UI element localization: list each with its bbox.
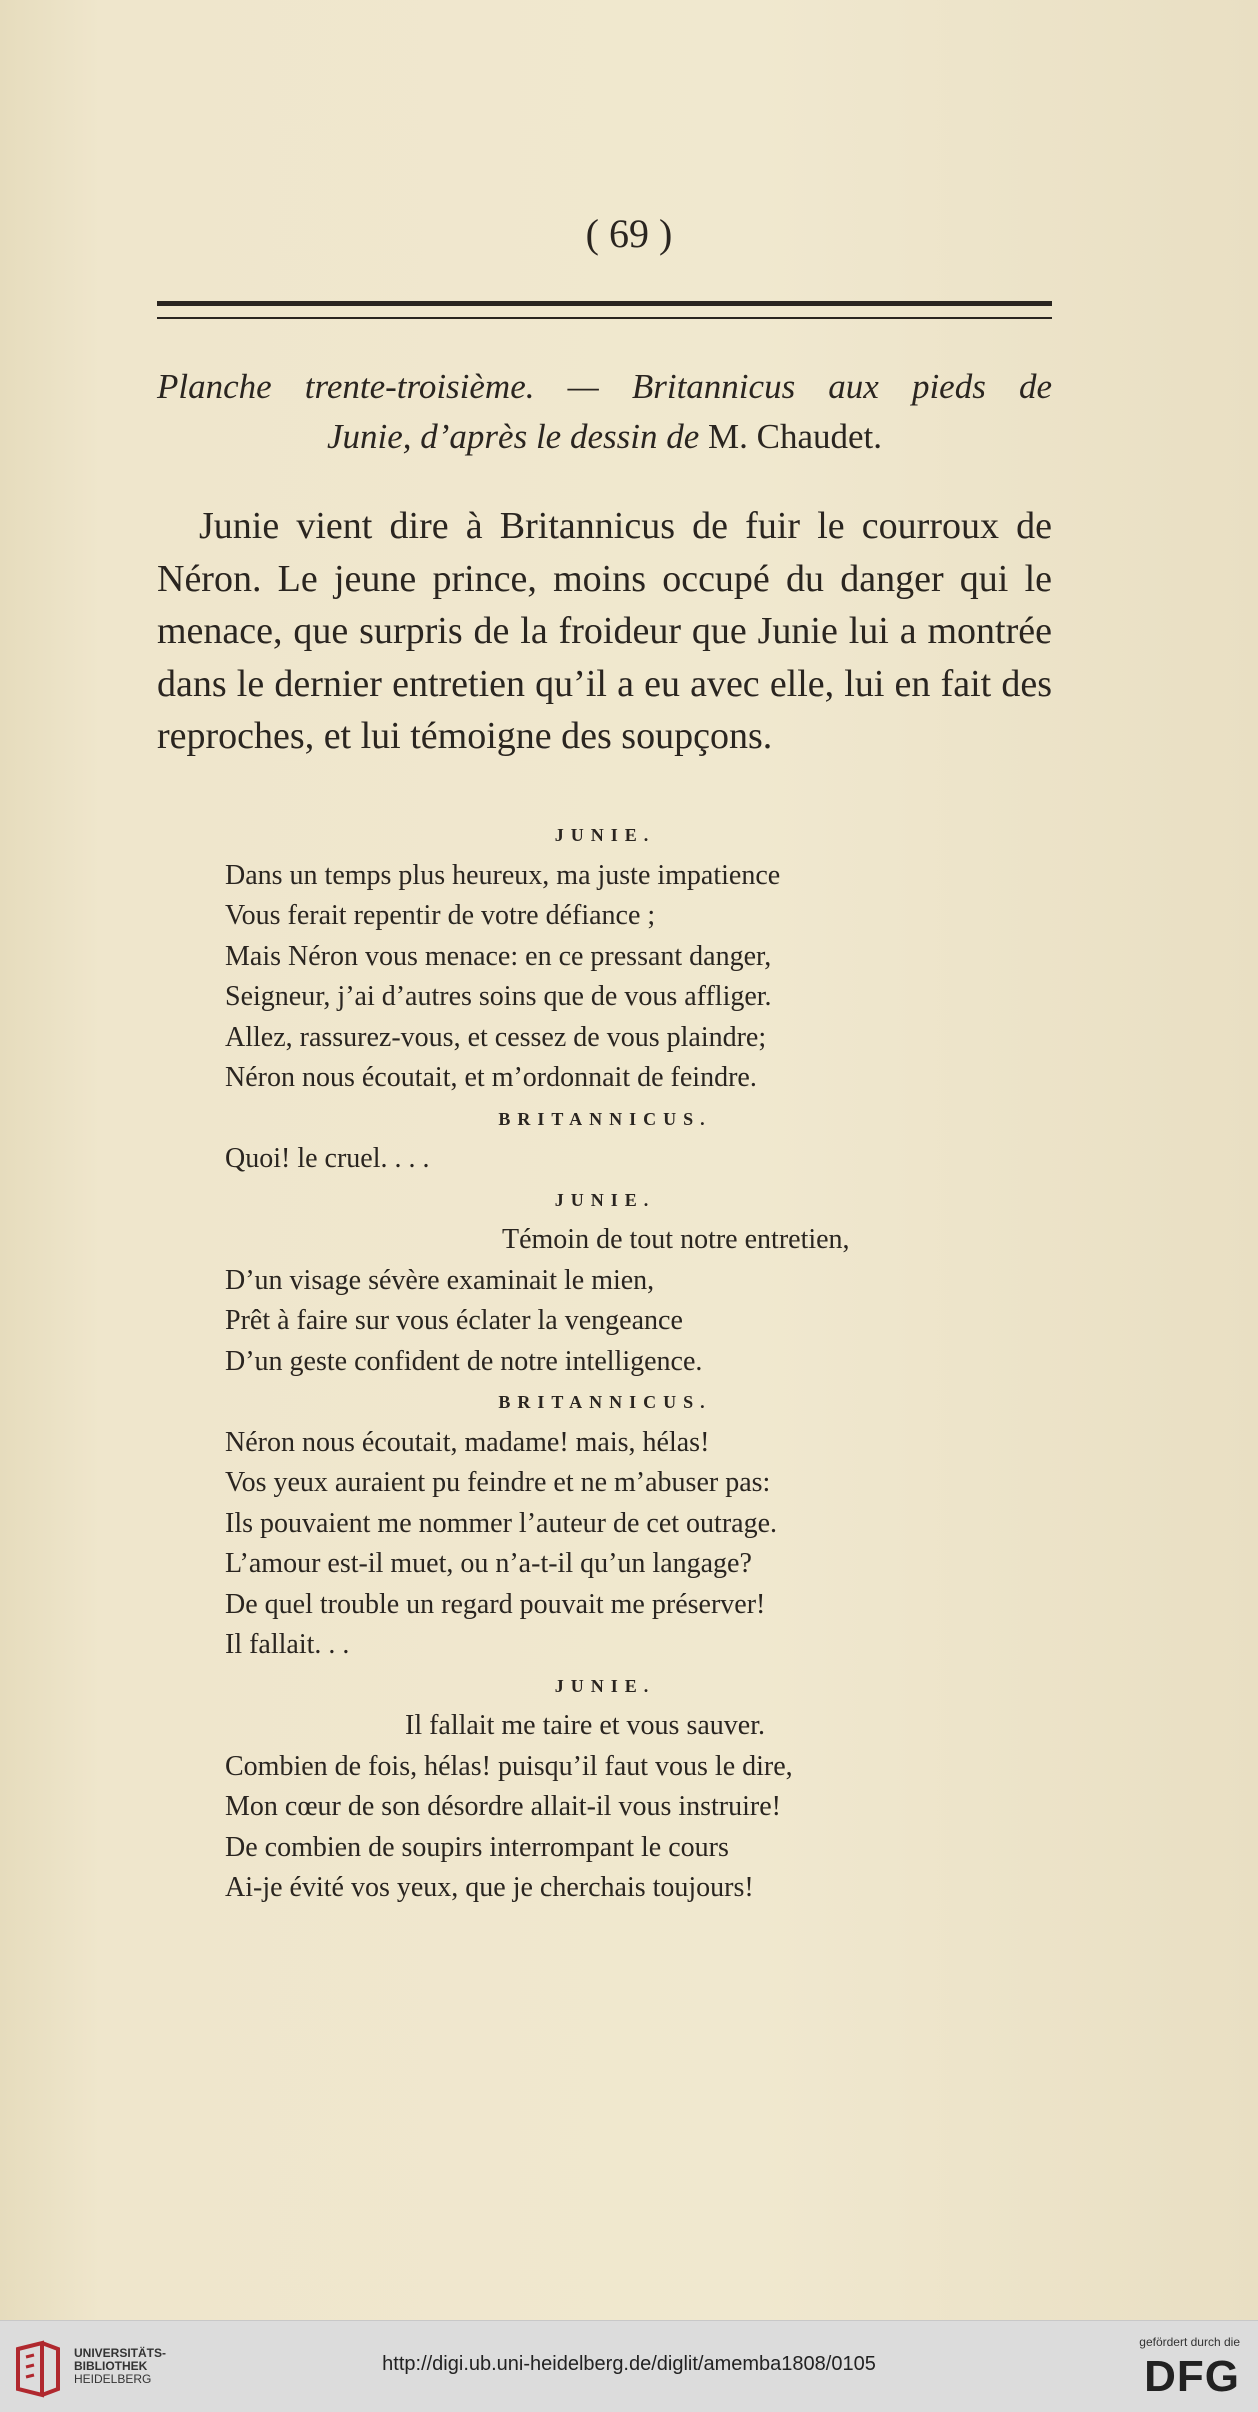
verse-line: Mais Néron vous menace: en ce pressant danger, bbox=[225, 940, 772, 972]
plate-title-artist: M. Chaudet. bbox=[708, 417, 883, 456]
speaker-label: BRITANNICUS. bbox=[498, 1392, 712, 1412]
plate-title-line-2 bbox=[157, 412, 1052, 462]
verse-line: De quel trouble un regard pouvait me préserver! bbox=[225, 1588, 766, 1620]
verse-line: Quoi! le cruel. . . . bbox=[225, 1143, 430, 1174]
library-name-line-3: HEIDELBERG bbox=[74, 2372, 152, 2386]
viewer-footer bbox=[0, 2320, 1258, 2412]
verse-line: Néron nous écoutait, et m’ordonnait de feindre. bbox=[225, 1062, 757, 1093]
verse-line: Vos yeux auraient pu feindre et ne m’abuser pas: bbox=[225, 1467, 771, 1498]
verse-line: Il fallait. . . bbox=[225, 1629, 350, 1660]
header-rule-thin bbox=[157, 317, 1052, 319]
library-name-line-2: BIBLIOTHEK bbox=[74, 2359, 148, 2373]
verse-line: Combien de fois, hélas! puisqu’il faut vous le dire, bbox=[225, 1750, 793, 1782]
speaker-label: JUNIE. bbox=[554, 825, 656, 845]
verse-line: Ai-je évité vos yeux, que je cherchais toujours! bbox=[225, 1872, 754, 1903]
dfg-logo: DFG bbox=[1144, 2352, 1240, 2401]
verse-line: De combien de soupirs interrompant le cours bbox=[225, 1831, 729, 1863]
header-rule-thick bbox=[157, 301, 1052, 306]
verse-line: Seigneur, j’ai d’autres soins que de vous affliger. bbox=[225, 981, 772, 1012]
funding-label: gefördert durch die bbox=[1139, 2335, 1240, 2349]
verse-line: Il fallait me taire et vous sauver. bbox=[405, 1710, 765, 1741]
intro-text: Junie vient dire à Britannicus de fuir le courroux de Néron. Le jeune prince, moins occupé du danger qui le menace, que surpris de la froideur que Junie lui a montrée dans le dernier entretien qu’il a eu avec elle, lui en fait des reproches, et lui témoigne des soupçons. bbox=[157, 505, 1052, 757]
verse-line: Néron nous écoutait, madame! mais, hélas! bbox=[225, 1426, 710, 1458]
permalink-url[interactable]: http://digi.ub.uni-heidelberg.de/diglit/amemba1808/0105 bbox=[382, 2353, 876, 2375]
speaker-label: JUNIE. bbox=[554, 1675, 656, 1696]
verse-line: D’un visage sévère examinait le mien, bbox=[225, 1264, 655, 1296]
verse-dialogue bbox=[225, 815, 985, 1909]
verse-line: Vous ferait repentir de votre défiance ; bbox=[225, 900, 656, 931]
intro-paragraph bbox=[157, 500, 1052, 763]
verse-line: Prêt à faire sur vous éclater la vengeance bbox=[225, 1305, 683, 1336]
verse-line: Mon cœur de son désordre allait-il vous instruire! bbox=[225, 1791, 781, 1822]
verse-line: Ils pouvaient me nommer l’auteur de cet outrage. bbox=[225, 1507, 778, 1539]
plate-title-line-1: Planche trente-troisième. — Britannicus aux pieds de bbox=[157, 367, 1052, 406]
verse-line: Témoin de tout notre entretien, bbox=[502, 1224, 850, 1255]
speaker-label: BRITANNICUS. bbox=[498, 1108, 712, 1129]
speaker-label: JUNIE. bbox=[554, 1189, 656, 1210]
verse-line: L’amour est-il muet, ou n’a-t-il qu’un langage? bbox=[225, 1548, 752, 1579]
verse-line: Dans un temps plus heureux, ma juste impatience bbox=[225, 859, 781, 891]
page-number: ( 69 ) bbox=[585, 211, 673, 256]
plate-title-italic: Junie, d’après le dessin de bbox=[326, 417, 708, 456]
library-name-line-1: UNIVERSITÄTS- bbox=[74, 2346, 167, 2360]
verse-line: Allez, rassurez-vous, et cessez de vous plaindre; bbox=[225, 1021, 767, 1053]
verse-line: D’un geste confident de notre intelligence. bbox=[225, 1345, 703, 1377]
